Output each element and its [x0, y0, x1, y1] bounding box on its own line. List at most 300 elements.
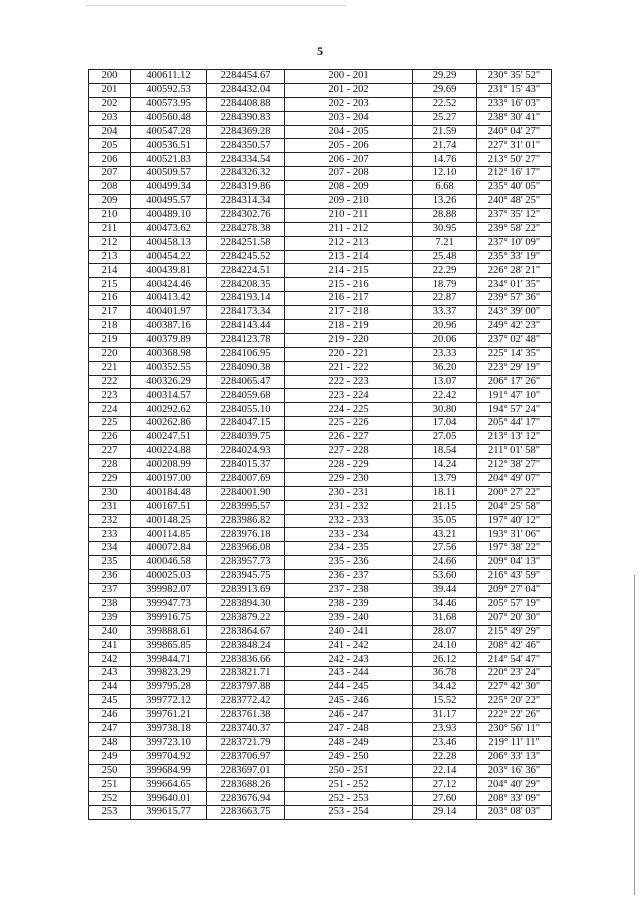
point-number-cell: 234 [89, 542, 131, 556]
table-row [89, 153, 552, 167]
point-number-cell: 226 [89, 431, 131, 445]
x-coordinate-cell: 399865.85 [131, 639, 207, 653]
y-coordinate-cell: 2284015.37 [207, 458, 285, 472]
point-number-cell: 219 [89, 333, 131, 347]
distance-cell: 31.17 [413, 708, 477, 722]
distance-cell: 36.20 [413, 361, 477, 375]
table-row [89, 208, 552, 222]
point-number-cell: 230 [89, 486, 131, 500]
segment-cell: 207 - 208 [285, 167, 413, 181]
x-coordinate-cell: 400114.85 [131, 528, 207, 542]
y-coordinate-cell: 2284193.14 [207, 292, 285, 306]
point-number-cell: 242 [89, 653, 131, 667]
distance-cell: 28.88 [413, 208, 477, 222]
table-row [89, 611, 552, 625]
table-row [89, 486, 552, 500]
point-number-cell: 240 [89, 625, 131, 639]
x-coordinate-cell: 399772.12 [131, 695, 207, 709]
point-number-cell: 216 [89, 292, 131, 306]
table-row [89, 389, 552, 403]
bearing-cell: 227° 31' 01" [477, 139, 552, 153]
distance-cell: 18.54 [413, 445, 477, 459]
table-row [89, 167, 552, 181]
point-number-cell: 244 [89, 681, 131, 695]
bearing-cell: 235° 33' 19" [477, 250, 552, 264]
distance-cell: 14.24 [413, 458, 477, 472]
segment-cell: 204 - 205 [285, 125, 413, 139]
bearing-cell: 214° 54' 47" [477, 653, 552, 667]
table-row [89, 556, 552, 570]
bearing-cell: 230° 35' 52" [477, 70, 552, 84]
segment-cell: 236 - 237 [285, 570, 413, 584]
y-coordinate-cell: 2283721.79 [207, 736, 285, 750]
distance-cell: 29.29 [413, 70, 477, 84]
x-coordinate-cell: 400413.42 [131, 292, 207, 306]
bearing-cell: 238° 30' 41" [477, 111, 552, 125]
distance-cell: 6.68 [413, 181, 477, 195]
segment-cell: 224 - 225 [285, 403, 413, 417]
x-coordinate-cell: 399982.07 [131, 583, 207, 597]
bearing-cell: 197° 38' 22" [477, 542, 552, 556]
table-row [89, 778, 552, 792]
table-row [89, 83, 552, 97]
segment-cell: 200 - 201 [285, 70, 413, 84]
x-coordinate-cell: 400167.51 [131, 500, 207, 514]
segment-cell: 237 - 238 [285, 583, 413, 597]
distance-cell: 22.29 [413, 264, 477, 278]
segment-cell: 241 - 242 [285, 639, 413, 653]
distance-cell: 30.80 [413, 403, 477, 417]
table-row [89, 306, 552, 320]
point-number-cell: 211 [89, 222, 131, 236]
table-row [89, 347, 552, 361]
bearing-cell: 230° 56' 11" [477, 722, 552, 736]
bearing-cell: 225° 14' 35" [477, 347, 552, 361]
segment-cell: 227 - 228 [285, 445, 413, 459]
y-coordinate-cell: 2284065.47 [207, 375, 285, 389]
point-number-cell: 215 [89, 278, 131, 292]
table-row [89, 472, 552, 486]
segment-cell: 245 - 246 [285, 695, 413, 709]
bearing-cell: 249° 42' 23" [477, 320, 552, 334]
y-coordinate-cell: 2283663.75 [207, 806, 285, 820]
x-coordinate-cell: 400072.84 [131, 542, 207, 556]
segment-cell: 248 - 249 [285, 736, 413, 750]
x-coordinate-cell: 400592.53 [131, 83, 207, 97]
table-body [89, 70, 552, 820]
y-coordinate-cell: 2284408.88 [207, 97, 285, 111]
y-coordinate-cell: 2284369.28 [207, 125, 285, 139]
segment-cell: 209 - 210 [285, 195, 413, 209]
point-number-cell: 221 [89, 361, 131, 375]
x-coordinate-cell: 399723.10 [131, 736, 207, 750]
bearing-cell: 209° 04' 13" [477, 556, 552, 570]
distance-cell: 22.14 [413, 764, 477, 778]
point-number-cell: 245 [89, 695, 131, 709]
table-row [89, 250, 552, 264]
y-coordinate-cell: 2283913.69 [207, 583, 285, 597]
y-coordinate-cell: 2284334.54 [207, 153, 285, 167]
y-coordinate-cell: 2284314.34 [207, 195, 285, 209]
y-coordinate-cell: 2284319.86 [207, 181, 285, 195]
point-number-cell: 208 [89, 181, 131, 195]
y-coordinate-cell: 2284390.83 [207, 111, 285, 125]
distance-cell: 30.95 [413, 222, 477, 236]
x-coordinate-cell: 400573.95 [131, 97, 207, 111]
segment-cell: 222 - 223 [285, 375, 413, 389]
x-coordinate-cell: 400368.98 [131, 347, 207, 361]
x-coordinate-cell: 400379.89 [131, 333, 207, 347]
bearing-cell: 225° 20' 22" [477, 695, 552, 709]
table-row [89, 639, 552, 653]
distance-cell: 27.12 [413, 778, 477, 792]
point-number-cell: 235 [89, 556, 131, 570]
x-coordinate-cell: 399738.18 [131, 722, 207, 736]
x-coordinate-cell: 400454.22 [131, 250, 207, 264]
point-number-cell: 201 [89, 83, 131, 97]
y-coordinate-cell: 2283772.42 [207, 695, 285, 709]
point-number-cell: 236 [89, 570, 131, 584]
table-row [89, 97, 552, 111]
y-coordinate-cell: 2283848.24 [207, 639, 285, 653]
point-number-cell: 223 [89, 389, 131, 403]
table-row [89, 361, 552, 375]
x-coordinate-cell: 399684.99 [131, 764, 207, 778]
table-row [89, 458, 552, 472]
y-coordinate-cell: 2284454.67 [207, 70, 285, 84]
bearing-cell: 234° 01' 35" [477, 278, 552, 292]
point-number-cell: 220 [89, 347, 131, 361]
table-row [89, 792, 552, 806]
table-row [89, 445, 552, 459]
table-row [89, 625, 552, 639]
segment-cell: 251 - 252 [285, 778, 413, 792]
distance-cell: 13.07 [413, 375, 477, 389]
point-number-cell: 202 [89, 97, 131, 111]
distance-cell: 13.79 [413, 472, 477, 486]
distance-cell: 33.37 [413, 306, 477, 320]
point-number-cell: 243 [89, 667, 131, 681]
point-number-cell: 214 [89, 264, 131, 278]
bearing-cell: 193° 31' 06" [477, 528, 552, 542]
table-row [89, 500, 552, 514]
x-coordinate-cell: 399615.77 [131, 806, 207, 820]
point-number-cell: 218 [89, 320, 131, 334]
bearing-cell: 219° 11' 11" [477, 736, 552, 750]
y-coordinate-cell: 2284106.95 [207, 347, 285, 361]
y-coordinate-cell: 2284143.44 [207, 320, 285, 334]
table-row [89, 431, 552, 445]
y-coordinate-cell: 2284173.34 [207, 306, 285, 320]
x-coordinate-cell: 400247.51 [131, 431, 207, 445]
distance-cell: 7.21 [413, 236, 477, 250]
bearing-cell: 237° 02' 48" [477, 333, 552, 347]
point-number-cell: 203 [89, 111, 131, 125]
point-number-cell: 248 [89, 736, 131, 750]
x-coordinate-cell: 400025.03 [131, 570, 207, 584]
bearing-cell: 206° 17' 26" [477, 375, 552, 389]
table-row [89, 542, 552, 556]
bearing-cell: 239° 57' 36" [477, 292, 552, 306]
y-coordinate-cell: 2283740.37 [207, 722, 285, 736]
bearing-cell: 222° 22' 26" [477, 708, 552, 722]
x-coordinate-cell: 400499.34 [131, 181, 207, 195]
table-row [89, 417, 552, 431]
y-coordinate-cell: 2284278.38 [207, 222, 285, 236]
x-coordinate-cell: 400352.55 [131, 361, 207, 375]
segment-cell: 228 - 229 [285, 458, 413, 472]
segment-cell: 238 - 239 [285, 597, 413, 611]
bearing-cell: 204° 49' 07" [477, 472, 552, 486]
distance-cell: 14.76 [413, 153, 477, 167]
x-coordinate-cell: 399704.92 [131, 750, 207, 764]
y-coordinate-cell: 2284024.93 [207, 445, 285, 459]
y-coordinate-cell: 2284123.78 [207, 333, 285, 347]
table-row [89, 750, 552, 764]
table-row [89, 181, 552, 195]
segment-cell: 226 - 227 [285, 431, 413, 445]
distance-cell: 34.42 [413, 681, 477, 695]
bearing-cell: 194° 57' 24" [477, 403, 552, 417]
table-row [89, 583, 552, 597]
distance-cell: 21.15 [413, 500, 477, 514]
bearing-cell: 204° 25' 58" [477, 500, 552, 514]
table-row [89, 681, 552, 695]
distance-cell: 39.44 [413, 583, 477, 597]
x-coordinate-cell: 399823.29 [131, 667, 207, 681]
segment-cell: 244 - 245 [285, 681, 413, 695]
bearing-cell: 240° 48' 25" [477, 195, 552, 209]
bearing-cell: 212° 16' 17" [477, 167, 552, 181]
x-coordinate-cell: 400326.29 [131, 375, 207, 389]
x-coordinate-cell: 400611.12 [131, 70, 207, 84]
distance-cell: 21.74 [413, 139, 477, 153]
point-number-cell: 241 [89, 639, 131, 653]
table-row [89, 70, 552, 84]
table-row [89, 264, 552, 278]
distance-cell: 18.79 [413, 278, 477, 292]
table-row [89, 653, 552, 667]
x-coordinate-cell: 399947.73 [131, 597, 207, 611]
segment-cell: 246 - 247 [285, 708, 413, 722]
segment-cell: 229 - 230 [285, 472, 413, 486]
distance-cell: 28.07 [413, 625, 477, 639]
y-coordinate-cell: 2284251.58 [207, 236, 285, 250]
x-coordinate-cell: 400314.57 [131, 389, 207, 403]
y-coordinate-cell: 2283688.26 [207, 778, 285, 792]
x-coordinate-cell: 400547.28 [131, 125, 207, 139]
x-coordinate-cell: 400495.57 [131, 195, 207, 209]
table-row [89, 195, 552, 209]
point-number-cell: 239 [89, 611, 131, 625]
bearing-cell: 237° 10' 09" [477, 236, 552, 250]
x-coordinate-cell: 399640.01 [131, 792, 207, 806]
point-number-cell: 200 [89, 70, 131, 84]
y-coordinate-cell: 2283821.71 [207, 667, 285, 681]
point-number-cell: 212 [89, 236, 131, 250]
bearing-cell: 197° 40' 12" [477, 514, 552, 528]
point-number-cell: 206 [89, 153, 131, 167]
distance-cell: 27.56 [413, 542, 477, 556]
distance-cell: 17.04 [413, 417, 477, 431]
point-number-cell: 213 [89, 250, 131, 264]
segment-cell: 220 - 221 [285, 347, 413, 361]
distance-cell: 18.11 [413, 486, 477, 500]
table-row [89, 528, 552, 542]
x-coordinate-cell: 400292.62 [131, 403, 207, 417]
point-number-cell: 233 [89, 528, 131, 542]
x-coordinate-cell: 400046.58 [131, 556, 207, 570]
bearing-cell: 216° 43' 59" [477, 570, 552, 584]
distance-cell: 24.66 [413, 556, 477, 570]
table-row [89, 708, 552, 722]
bearing-cell: 208° 42' 46" [477, 639, 552, 653]
point-number-cell: 246 [89, 708, 131, 722]
point-number-cell: 238 [89, 597, 131, 611]
y-coordinate-cell: 2284001.90 [207, 486, 285, 500]
x-coordinate-cell: 400560.48 [131, 111, 207, 125]
segment-cell: 213 - 214 [285, 250, 413, 264]
y-coordinate-cell: 2283879.22 [207, 611, 285, 625]
bearing-cell: 191° 47' 10" [477, 389, 552, 403]
table-row [89, 403, 552, 417]
bearing-cell: 243° 39' 00" [477, 306, 552, 320]
y-coordinate-cell: 2284326.32 [207, 167, 285, 181]
y-coordinate-cell: 2284090.38 [207, 361, 285, 375]
x-coordinate-cell: 399664.65 [131, 778, 207, 792]
segment-cell: 211 - 212 [285, 222, 413, 236]
y-coordinate-cell: 2283894.30 [207, 597, 285, 611]
y-coordinate-cell: 2283995.57 [207, 500, 285, 514]
page-edge-line [634, 575, 635, 895]
coordinates-table [88, 69, 552, 820]
y-coordinate-cell: 2284039.75 [207, 431, 285, 445]
bearing-cell: 211° 01' 58" [477, 445, 552, 459]
segment-cell: 202 - 203 [285, 97, 413, 111]
y-coordinate-cell: 2284302.76 [207, 208, 285, 222]
distance-cell: 22.52 [413, 97, 477, 111]
x-coordinate-cell: 400439.81 [131, 264, 207, 278]
segment-cell: 253 - 254 [285, 806, 413, 820]
table-row [89, 806, 552, 820]
table-row [89, 111, 552, 125]
point-number-cell: 253 [89, 806, 131, 820]
distance-cell: 22.87 [413, 292, 477, 306]
segment-cell: 208 - 209 [285, 181, 413, 195]
distance-cell: 23.33 [413, 347, 477, 361]
y-coordinate-cell: 2284245.52 [207, 250, 285, 264]
segment-cell: 210 - 211 [285, 208, 413, 222]
segment-cell: 249 - 250 [285, 750, 413, 764]
segment-cell: 219 - 220 [285, 333, 413, 347]
distance-cell: 26.12 [413, 653, 477, 667]
segment-cell: 247 - 248 [285, 722, 413, 736]
segment-cell: 233 - 234 [285, 528, 413, 542]
segment-cell: 223 - 224 [285, 389, 413, 403]
y-coordinate-cell: 2283864.67 [207, 625, 285, 639]
point-number-cell: 217 [89, 306, 131, 320]
segment-cell: 225 - 226 [285, 417, 413, 431]
point-number-cell: 207 [89, 167, 131, 181]
x-coordinate-cell: 399888.61 [131, 625, 207, 639]
segment-cell: 230 - 231 [285, 486, 413, 500]
bearing-cell: 220° 23' 24" [477, 667, 552, 681]
x-coordinate-cell: 400184.48 [131, 486, 207, 500]
top-rule [86, 5, 346, 6]
y-coordinate-cell: 2284059.68 [207, 389, 285, 403]
bearing-cell: 226° 28' 21" [477, 264, 552, 278]
point-number-cell: 228 [89, 458, 131, 472]
distance-cell: 24.10 [413, 639, 477, 653]
point-number-cell: 227 [89, 445, 131, 459]
table-row [89, 695, 552, 709]
y-coordinate-cell: 2284047.15 [207, 417, 285, 431]
bearing-cell: 213° 50' 27" [477, 153, 552, 167]
distance-cell: 25.27 [413, 111, 477, 125]
point-number-cell: 250 [89, 764, 131, 778]
distance-cell: 53.60 [413, 570, 477, 584]
x-coordinate-cell: 400489.10 [131, 208, 207, 222]
x-coordinate-cell: 400224.88 [131, 445, 207, 459]
bearing-cell: 204° 40' 29" [477, 778, 552, 792]
point-number-cell: 252 [89, 792, 131, 806]
table-row [89, 722, 552, 736]
bearing-cell: 231° 15' 43" [477, 83, 552, 97]
point-number-cell: 222 [89, 375, 131, 389]
y-coordinate-cell: 2283836.66 [207, 653, 285, 667]
point-number-cell: 237 [89, 583, 131, 597]
distance-cell: 20.06 [413, 333, 477, 347]
y-coordinate-cell: 2283761.38 [207, 708, 285, 722]
distance-cell: 22.28 [413, 750, 477, 764]
segment-cell: 252 - 253 [285, 792, 413, 806]
point-number-cell: 209 [89, 195, 131, 209]
segment-cell: 215 - 216 [285, 278, 413, 292]
y-coordinate-cell: 2283676.94 [207, 792, 285, 806]
x-coordinate-cell: 400509.57 [131, 167, 207, 181]
bearing-cell: 209° 27' 04" [477, 583, 552, 597]
table-row [89, 597, 552, 611]
bearing-cell: 213° 13' 12" [477, 431, 552, 445]
x-coordinate-cell: 400424.46 [131, 278, 207, 292]
distance-cell: 35.05 [413, 514, 477, 528]
bearing-cell: 223° 29' 19" [477, 361, 552, 375]
point-number-cell: 224 [89, 403, 131, 417]
table-row [89, 125, 552, 139]
segment-cell: 240 - 241 [285, 625, 413, 639]
y-coordinate-cell: 2283945.75 [207, 570, 285, 584]
x-coordinate-cell: 400262.86 [131, 417, 207, 431]
distance-cell: 27.05 [413, 431, 477, 445]
segment-cell: 232 - 233 [285, 514, 413, 528]
bearing-cell: 207° 20' 30" [477, 611, 552, 625]
segment-cell: 218 - 219 [285, 320, 413, 334]
y-coordinate-cell: 2284432.04 [207, 83, 285, 97]
table-row [89, 222, 552, 236]
bearing-cell: 240° 04' 27" [477, 125, 552, 139]
segment-cell: 221 - 222 [285, 361, 413, 375]
x-coordinate-cell: 400387.16 [131, 320, 207, 334]
segment-cell: 203 - 204 [285, 111, 413, 125]
segment-cell: 243 - 244 [285, 667, 413, 681]
x-coordinate-cell: 400208.99 [131, 458, 207, 472]
distance-cell: 15.52 [413, 695, 477, 709]
table-row [89, 236, 552, 250]
point-number-cell: 210 [89, 208, 131, 222]
table-row [89, 514, 552, 528]
segment-cell: 231 - 232 [285, 500, 413, 514]
table-row [89, 320, 552, 334]
